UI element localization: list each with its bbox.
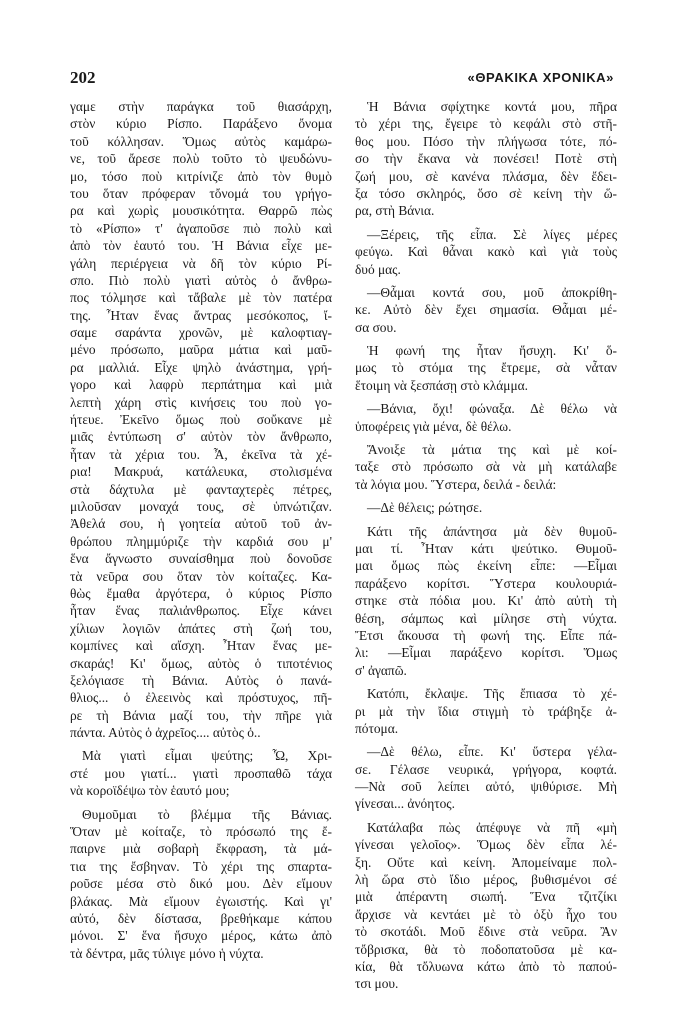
text-line: μιλοῦσαν μοναχά τους, σὲ ὑπνώτιζαν. [70,498,332,514]
text-line: τὰ λόγια μου. Ὕστερα, δειλά - δειλά: [355,476,557,492]
text-line: Μὰ γιατὶ εἶμαι ψεύτης; Ὦ, Χρι- [82,748,332,764]
text-line: ζωή μου, σὲ κανένα πλάσμα, δὲν ἔδει- [355,168,617,184]
text-line: νε, τοῦ ἄρεσε πολὺ τοῦτο τὸ ψευδώνυ- [70,151,332,167]
text-line: —Νὰ σοῦ λείπει αὐτό, ψιθύρισε. Μὴ [355,779,617,795]
text-line: —Ξέρεις, τῆς εἶπα. Σὲ λίγες μέρες [367,226,617,242]
text-line: ρα καὶ χωρὶς μουσικότητα. Θαρρῶ πὼς [70,203,332,219]
paragraph [355,743,617,813]
text-line: Ἄνοιξε τὰ μάτια της καὶ μὲ κοί- [367,442,617,458]
text-line: τὰ νεῦρα σου ὅταν τὸν κοίταζες. Κα- [70,568,332,584]
text-line: ἀπὸ τὸν ἑαυτό του. Ἡ Βάνια εἶχε με- [70,238,332,254]
paragraph [70,98,332,741]
text-line: στὰ δάχτυλα μὲ φανταχτερὲς πέτρες, [70,481,332,497]
text-line: ρα, στὴ Βάνια. [355,203,435,219]
text-line: μένο πρόσωπο, μαῦρα μάτια καὶ μαῦ- [70,342,332,358]
paragraph [70,747,332,799]
text-line: τὸ χέρι της, ἔγειρε τὸ κεφάλι στὸ στῆ- [355,116,617,132]
text-line: Κατάλαβα πὼς ἀπέφυγε νὰ πῆ «μὴ [367,819,617,835]
text-line: λεπτὴ χάρη στὶς κινήσεις του ποὺ γο- [70,394,332,410]
text-line: Ἀθελά σου, ἡ γοητεία αὐτοῦ τοῦ ἀν- [70,516,332,532]
text-line: γαμε στὴν παράγκα τοῦ θιασάρχη, [70,99,332,114]
text-line: ξα τόσο σκληρός, ὅσο σὲ κείνη τὴν ὥ- [355,185,617,201]
paragraph [355,523,617,680]
text-line: δυό μας. [355,261,401,277]
page-header [70,68,614,90]
text-line: στὸν κύριο Ρίσπο. Παράξενο ὄνομα [70,116,332,132]
text-line: Ἔτσι ἄκουσα τὴ φωνή της. Εἶπε πά- [355,627,617,643]
text-line: —Θἆμαι κοντά σου, μοῦ ἀποκρίθη- [367,284,617,300]
text-line: ξη. Οὔτε καὶ κείνη. Ἀπομείναμε πολ- [355,854,617,870]
text-line: πότομα. [355,720,399,736]
paragraph [355,400,617,435]
text-line: τια της ἔσβηναν. Τὸ χέρι της σπαρτα- [70,858,332,874]
text-line: παράξενο κορίτσι. Ὕστερα κουλουριά- [355,575,617,591]
text-line: Θυμοῦμαι τὸ βλέμμα τῆς Βάνιας. [82,806,332,822]
text-line: κε. Αὐτὸ δὲν ἔχει σημασία. Θἆμαι μέ- [355,302,617,318]
text-line: της. Ἦταν ἕνας ἄντρας μεσόκοπος, ἴ- [70,307,332,323]
text-line: τὄβρισκα, θὰ τὸ ποδοπατοῦσα μὲ κα- [355,941,617,957]
text-line: τὸ «Ρίσπο» τ' ἀγαποῦσε πιὸ πολὺ καὶ [70,220,332,236]
text-line: σ' ἀγαπῶ. [355,662,407,678]
text-line: Ὅταν μὲ κοίταζε, τὸ πρόσωπό της ἔ- [70,824,332,840]
text-line: γορο καὶ λαφρὺ περπάτημα καὶ μιὰ [70,377,332,393]
text-line: θέση, σάμπως καὶ μίλησε στὴ νύχτα. [355,610,617,626]
text-line: τοῦ κόλλησαν. Ὅμως αὐτὸς καμάρω- [70,133,332,149]
text-line: ἕνα ἄγνωστο συναίσθημα ποὺ δονοῦσε [70,551,332,567]
text-line: σα σου. [355,319,397,335]
text-line: —Βάνια, ὄχι! φώναξα. Δὲ θέλω νὰ [367,401,617,417]
paragraph [355,819,617,993]
text-line: κομπίνες καὶ αἴσχη. Ἦταν ἕνας με- [70,638,332,654]
text-line: σε. Γέλασε νευρικά, γρήγορα, κοφτά. [355,761,617,777]
text-line: ροῦσε μέσα στὸ δικό μου. Δὲν εἴμουν [70,876,332,892]
paragraph [355,226,617,278]
text-line: ρα μαλλιά. Εἶχε ψηλὸ ἀνάστημα, γρή- [70,359,332,375]
text-line: πάντα. Αὐτὸς ὁ ἀχρεῖος.... αὐτὸς ὁ.. [70,725,261,741]
text-line: ρια! Μακρυά, κατάλευκα, στολισμένα [70,464,332,480]
text-line: στέ μου γιατί... γιατὶ προσπαθῶ τάχα [70,765,332,781]
text-column-right [355,98,617,999]
text-line: τὸ σκοτάδι. Μοῦ ἔδινε στὰ νεῦρα. Ἂν [355,924,617,940]
paragraph [355,685,617,737]
text-line: τσι μου. [355,976,399,992]
text-line: θλιος... ὁ ἐλεεινὸς καὶ πρόστυχος, πῆ- [70,690,332,706]
text-line: θος μου. Πόσο τὴν πλήγωσα τότε, πό- [355,133,617,149]
text-line: αὐτό, δὲν δίστασα, βρεθήκαμε κάπου [70,910,332,926]
text-line: μιᾶς ἐντύπωση σ' αὐτὸν τὸν ἄνθρωπο, [70,429,332,445]
text-line: ρι μὰ τὴν ἴδια στιγμὴ τὸ τράβηξε ἀ- [355,703,617,719]
text-line: γίνεσαι γελοῖος». Ὅμως δὲν εἶπα λέ- [355,837,617,853]
text-line: μως τὸ στόμα της ἔτρεμε, σὰ νἆταν [355,360,617,376]
text-line: πος τόλμησε καὶ τἄβαλε μὲ τὸν πατέρα [70,290,332,306]
text-line: ἕτοιμη νὰ ξεσπάσῃ στὸ κλάμμα. [355,377,529,393]
paragraph [70,806,332,963]
text-line: θὼς ἔμαθα ἀργότερα, ὁ κύριος Ρίσπο [70,585,332,601]
text-line: γάλη περιέργεια νὰ δῆ τὸν κύριο Ρί- [70,255,332,271]
text-line: ἦταν τὰ χέρια του. Ἆ, ἐκεῖνα τὰ χέ- [70,446,332,462]
text-line: ήτευε. Ἐκεῖνο ὅμως ποὺ σοὔκανε μὲ [70,412,332,428]
text-line: στηκε στὰ πόδια μου. Κι' ἀπὸ αὐτὴ τὴ [355,593,617,609]
text-column-left [70,98,332,968]
text-line: σο τὴν ἔκανα νὰ πονέσει! Ποτὲ στὴ [355,151,617,167]
text-line: ταξε στὸ πρόσωπο σὰ νὰ μὴ κατάλαβε [355,459,617,475]
text-line: βλάκας. Μὰ εἴμουν ἐγωιστής. Καὶ γι' [70,893,332,909]
text-line: μαι ὅμως πὼς ἐκείνη εἶπε: —Εἶμαι [355,558,617,574]
text-line: σπο. Πιὸ πολὺ γιατὶ αὐτὸς ὁ ἄνθρω- [70,272,332,288]
text-line: μο, τόσο ποὺ κιτρίνιζε ἀπὸ τὸν θυμὸ [70,168,332,184]
text-line: Κάτι τῆς ἀπάντησα μὰ δὲν θυμοῦ- [367,523,617,539]
text-line: μιὰ ἀπέραντη σιωπή. Ἕνα τζιτζίκι [355,889,617,905]
text-line: παιρνε μιὰ σοβαρὴ ἔκφραση, τὰ μά- [70,841,332,857]
text-line: μαι τί. Ἦταν κάτι ψεύτικο. Θυμοῦ- [355,540,617,556]
text-line: —Δὲ θέλεις; ρώτησε. [367,500,483,516]
text-line: χίλιων λογιῶν ἀπάτες στὴ ζωή του, [70,620,332,636]
text-line: τὰ δέντρα, μᾶς τύλιγε μόνο ἡ νύχτα. [70,945,264,961]
text-line: Ἡ φωνή της ἦταν ἥσυχη. Κι' ὅ- [367,343,617,359]
paragraph [355,98,617,220]
text-line: θρώπου πλημμύριζε τὴν καρδιά σου μ' [70,533,332,549]
text-line: κία, θὰ τὄλυωνα κάτω ἀπὸ τὸ παπού- [355,958,617,974]
paragraph [355,441,617,493]
text-line: λὴ ὥρα στὸ ἴδιο μέρος, βυθισμένοι σέ [355,872,617,888]
paragraph [355,284,617,336]
page-number: 202 [70,68,96,87]
text-line: φεύγω. Καὶ θἆναι κακὸ καὶ γιὰ τοὺς [355,244,617,260]
text-line: —Δὲ θέλω, εἶπε. Κι' ὕστερα γέλα- [367,744,617,760]
text-line: σκαράς! Κι' ὅμως, αὐτὸς ὁ τιποτένιος [70,655,332,671]
text-line: ἦταν ἕνας παλιἀνθρωπος. Εἶχε κάνει [70,603,332,619]
text-line: λι: —Εἶμαι παράξενο κορίτσι. Ὅμως [355,645,617,661]
paragraph [355,499,617,516]
text-line: ὑποφέρεις γιὰ μένα, δὲ θέλω. [355,418,512,434]
text-line: Κατόπι, ἔκλαψε. Τῆς ἔπιασα τὸ χέ- [367,686,617,702]
text-line: σαμε σαράντα χρονῶν, μὲ καλοφτιαγ- [70,325,332,341]
text-line: ρε τὴ Βάνια μαζί του, τὴν πῆρε γιὰ [70,707,332,723]
text-line: Ἡ Βάνια σφίχτηκε κοντά μου, πῆρα [367,99,617,114]
text-line: μόνοι. Σ' ἕνα ἥσυχο μέρος, κάτω ἀπὸ [70,928,332,944]
text-line: ἄρχισε νὰ κεντάει μὲ τὸ ὀξὺ ἦχο του [355,906,617,922]
text-line: γίνεσαι... ἀνόητος. [355,796,455,812]
paragraph [355,342,617,394]
running-title: «ΘΡΑΚΙΚΑ ΧΡΟΝΙΚΑ» [467,70,614,85]
text-line: του ὅταν πρόφεραν τὄνομά του γρήγο- [70,185,332,201]
text-line: νὰ κοροϊδέψω τὸν ἑαυτό μου; [70,783,230,799]
text-line: ξελόγιασε τὴ Βάνια. Αὐτὸς ὁ πανά- [70,672,332,688]
